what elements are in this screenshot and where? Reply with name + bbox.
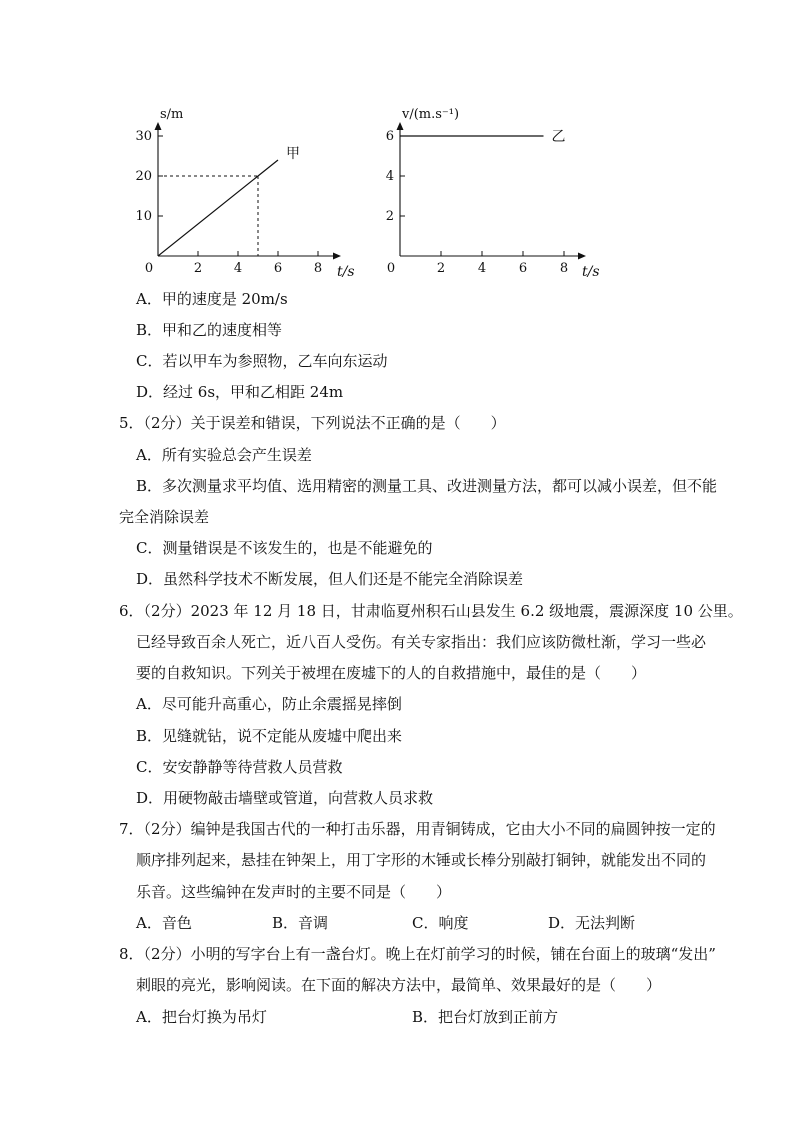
q8-stem-line2: 刺眼的亮光，影响阅读。在下面的解决方法中，最简单、效果最好的是（ ） xyxy=(136,976,662,994)
q4-option-d: D．经过 6s，甲和乙相距 24m xyxy=(136,383,344,401)
q6-stem-line3: 要的自救知识。下列关于被埋在废墟下的人的自救措施中，最佳的是（ ） xyxy=(136,664,647,682)
q4-option-c: C．若以甲车为参照物，乙车向东运动 xyxy=(136,352,388,370)
x-tick-label: 8 xyxy=(313,261,323,276)
x-tick-label: 8 xyxy=(559,261,569,276)
x-tick-label: 2 xyxy=(193,261,203,276)
chart-jia-st xyxy=(130,98,360,278)
q8-stem-line1: 8．（2分）小明的写字台上有一盏台灯。晚上在灯前学习的时候，铺在台面上的玻璃“发出” xyxy=(119,945,716,963)
q8-option-a: A．把台灯换为吊灯 xyxy=(136,1008,267,1026)
q7-option-d: D．无法判断 xyxy=(548,914,636,932)
x-tick-label: 4 xyxy=(477,261,487,276)
q7-option-a: A．音色 xyxy=(136,914,192,932)
y-tick-label: 30 xyxy=(135,129,152,144)
y-axis-label: v/(m.s⁻¹) xyxy=(402,107,460,122)
q6-option-c: C．安安静静等待营救人员营救 xyxy=(136,758,343,776)
x-axis-arrow xyxy=(578,253,586,260)
q6-option-a: A．尽可能升高重心，防止余震摇晃摔倒 xyxy=(136,695,402,713)
chart-yi-vt xyxy=(375,98,615,278)
y-axis-arrow xyxy=(397,122,404,130)
x-tick-label: 6 xyxy=(518,261,528,276)
q6-option-b: B．见缝就钻，说不定能从废墟中爬出来 xyxy=(136,727,403,745)
q7-stem-line2: 顺序排列起来，悬挂在钟架上，用丁字形的木锤或长棒分别敲打铜钟，就能发出不同的 xyxy=(136,851,707,869)
q5-stem: 5．（2分）关于误差和错误，下列说法不正确的是（ ） xyxy=(119,414,506,432)
x-tick-label: 2 xyxy=(436,261,446,276)
x-axis-label: t/s xyxy=(582,264,600,278)
q6-option-d: D．用硬物敲击墙壁或管道，向营救人员求救 xyxy=(136,789,434,807)
y-tick-label: 4 xyxy=(385,169,394,184)
y-tick-label: 2 xyxy=(385,209,394,224)
q4-option-b: B．甲和乙的速度相等 xyxy=(136,321,283,339)
x-axis-arrow xyxy=(333,253,341,260)
x-tick-label: 4 xyxy=(233,261,243,276)
q6-stem-line2: 已经导致百余人死亡，近八百人受伤。有关专家指出：我们应该防微杜渐，学习一些必 xyxy=(136,633,707,651)
x-tick-label: 6 xyxy=(273,261,283,276)
series-label: 甲 xyxy=(286,146,300,162)
q8-option-b: B．把台灯放到正前方 xyxy=(412,1008,559,1026)
x-axis-label: t/s xyxy=(337,264,355,278)
y-tick-label: 20 xyxy=(135,169,152,184)
y-axis-arrow xyxy=(155,122,162,130)
q5-option-d: D．虽然科学技术不断发展，但人们还是不能完全消除误差 xyxy=(136,570,524,588)
series-line xyxy=(158,160,278,256)
q5-option-b: B．多次测量求平均值、选用精密的测量工具、改进测量方法，都可以减小误差，但不能 xyxy=(136,477,718,495)
x-tick-label: 0 xyxy=(144,261,154,276)
q5-option-b-cont: 完全消除误差 xyxy=(119,508,210,526)
q5-option-a: A．所有实验总会产生误差 xyxy=(136,446,312,464)
x-tick-label: 0 xyxy=(386,261,396,276)
q7-stem-line1: 7．（2分）编钟是我国古代的一种打击乐器，用青铜铸成，它由大小不同的扁圆钟按一定的 xyxy=(119,820,716,838)
q6-stem-line1: 6．（2分）2023 年 12 月 18 日，甘肃临夏州积石山县发生 6.2 级地震，震源深度 10 公里。 xyxy=(119,602,743,620)
q4-option-a: A．甲的速度是 20m/s xyxy=(136,290,288,308)
y-axis-label: s/m xyxy=(160,107,184,122)
q7-stem-line3: 乐音。这些编钟在发声时的主要不同是（ ） xyxy=(136,883,452,901)
q7-option-c: C．响度 xyxy=(412,914,469,932)
y-tick-label: 10 xyxy=(135,209,152,224)
q5-option-c: C．测量错误是不该发生的，也是不能避免的 xyxy=(136,539,433,557)
y-tick-label: 6 xyxy=(385,129,394,144)
series-label: 乙 xyxy=(551,129,566,145)
q7-option-b: B．音调 xyxy=(272,914,329,932)
